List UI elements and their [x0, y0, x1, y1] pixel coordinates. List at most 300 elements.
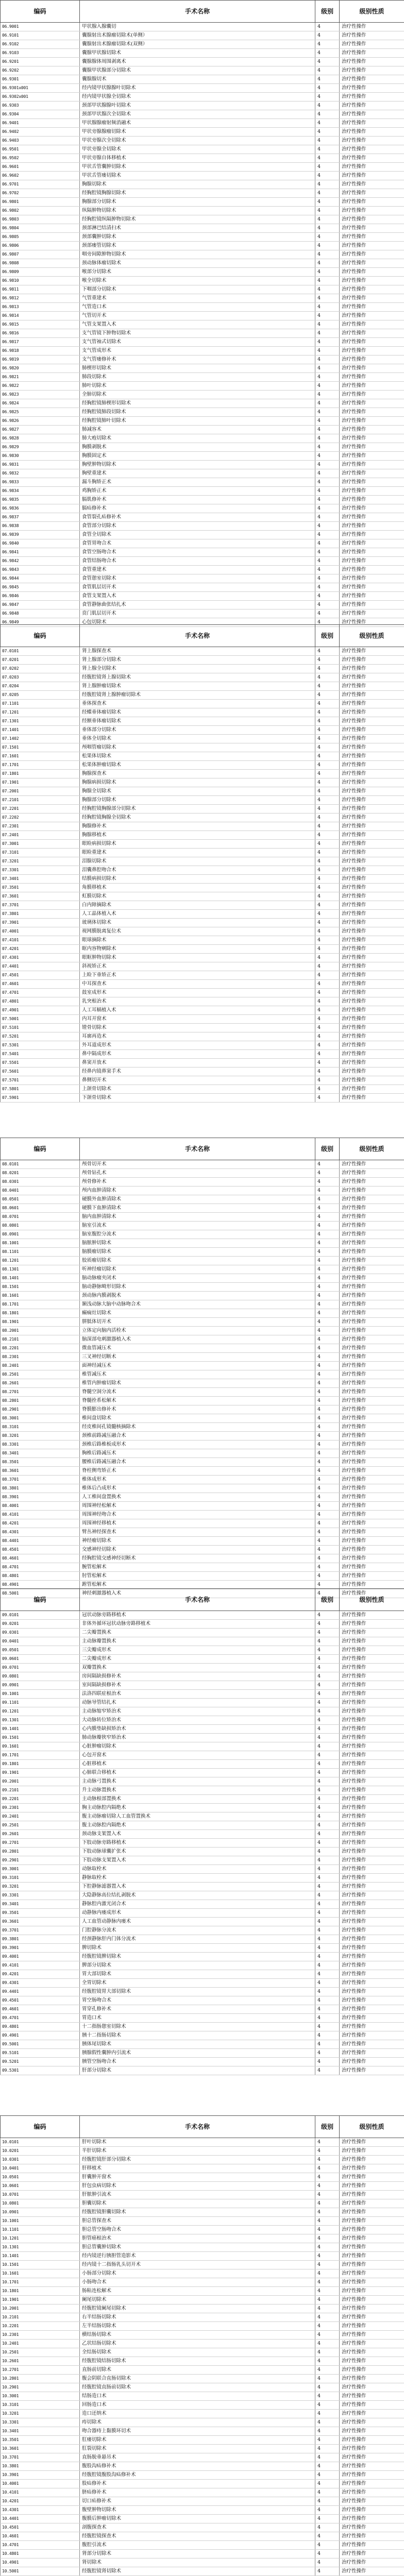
operation-type: 治疗性操作: [340, 1716, 404, 1725]
operation-code: 06.9814: [1, 312, 80, 320]
table-row: [1, 189, 404, 198]
table-row: [1, 2234, 404, 2243]
operation-name: 脑内血肿清除术: [80, 1213, 315, 1222]
operation-level: 4: [315, 408, 340, 417]
operation-name: 肘管松解术: [80, 1572, 315, 1581]
operation-level: 4: [315, 1379, 340, 1388]
operation-type: 治疗性操作: [340, 1655, 404, 1664]
operation-type: 治疗性操作: [340, 1528, 404, 1537]
operation-type: 治疗性操作: [340, 743, 404, 752]
operation-level: 4: [315, 1874, 340, 1883]
table-row: [1, 2278, 404, 2287]
operation-name: 静脉腔内激光闭合术: [80, 1900, 315, 1909]
table-row: [1, 1563, 404, 1572]
operation-name: 外耳道成形术: [80, 1041, 315, 1050]
operation-code: 09.4501: [1, 1996, 80, 2005]
operation-code: 06.9843: [1, 566, 80, 574]
table-row: [1, 1502, 404, 1511]
operation-name: 经鼻内镜鼻窦手术: [80, 1067, 315, 1076]
operation-name: 脾切除术: [80, 1944, 315, 1953]
table-row: [1, 364, 404, 373]
table-row: [1, 2226, 404, 2234]
column-header-type: 级别性质: [340, 1, 404, 23]
table-row: [1, 796, 404, 805]
operation-code: 06.9102: [1, 40, 80, 49]
operation-level: 4: [315, 49, 340, 58]
operation-type: 治疗性操作: [340, 250, 404, 259]
operation-code: 06.9001: [1, 23, 80, 31]
operation-code: 09.5101: [1, 2049, 80, 2058]
operation-name: 眼眶肿物切除术: [80, 954, 315, 962]
operation-name: 静脉取栓术: [80, 1874, 315, 1883]
operation-name: 经腹腔镜胆囊切除术: [80, 2208, 315, 2217]
table-row: [1, 1725, 404, 1734]
operation-type: 治疗性操作: [340, 2313, 404, 2322]
table-row: [1, 1204, 404, 1213]
operation-name: 硬膜下血肿清除术: [80, 1204, 315, 1213]
operation-code: 09.4701: [1, 2014, 80, 2023]
operation-level: 4: [315, 1581, 340, 1589]
table-header-row: [1, 625, 404, 647]
operation-level: 4: [315, 1664, 340, 1672]
operation-name: 颈部囊肿切除术: [80, 233, 315, 242]
operation-name: 囊腺甲状腺切除术: [80, 49, 315, 58]
operation-name: 胆管癌根治术: [80, 2234, 315, 2243]
operation-type: 治疗性操作: [340, 2331, 404, 2340]
operation-code: 10.3601: [1, 2445, 80, 2453]
operation-type: 治疗性操作: [340, 1397, 404, 1405]
table-row: [1, 2014, 404, 2023]
table-row: [1, 1528, 404, 1537]
operation-level: 4: [315, 910, 340, 919]
table-row: [1, 1344, 404, 1353]
operation-level: 4: [315, 1015, 340, 1024]
operation-type: 治疗性操作: [340, 831, 404, 840]
operation-code: 08.3001: [1, 1414, 80, 1423]
operation-name: 肺大疱切除术: [80, 434, 315, 443]
table-row: [1, 145, 404, 154]
operation-name: 胸腺切除术: [80, 180, 315, 189]
operation-name: 胆总管囊肿切除术: [80, 2243, 315, 2252]
operation-type: 治疗性操作: [340, 822, 404, 831]
operation-name: 动静脉内瘘成形术: [80, 1909, 315, 1918]
operation-name: 甲状旁腺全切除术: [80, 145, 315, 154]
operation-level: 4: [315, 2217, 340, 2226]
table-row: [1, 1699, 404, 1707]
operation-code: 07.3701: [1, 901, 80, 910]
operation-name: 垂体探查术: [80, 700, 315, 708]
operation-code: 08.3401: [1, 1449, 80, 1458]
operations-table: [0, 1588, 404, 2075]
column-header-name: 手术名称: [80, 1138, 315, 1160]
operation-code: 08.2801: [1, 1397, 80, 1405]
table-row: [1, 1926, 404, 1935]
operation-type: 治疗性操作: [340, 962, 404, 971]
operation-level: 4: [315, 128, 340, 137]
operation-type: 治疗性操作: [340, 1094, 404, 1103]
operation-type: 治疗性操作: [340, 1611, 404, 1620]
operation-code: 06.9827: [1, 426, 80, 434]
operation-level: 4: [315, 1458, 340, 1467]
operation-name: 下腔静脉滤器置入术: [80, 1883, 315, 1891]
operation-level: 4: [315, 840, 340, 849]
operation-level: 4: [315, 1769, 340, 1777]
operation-level: 4: [315, 2488, 340, 2497]
operation-level: 4: [315, 31, 340, 40]
operation-name: 阑尾切除术: [80, 2296, 315, 2304]
table-row: [1, 2252, 404, 2261]
operation-level: 4: [315, 504, 340, 513]
table-row: [1, 2392, 404, 2401]
operation-type: 治疗性操作: [340, 2234, 404, 2243]
operation-name: 囊腺甲状腺部分切除术: [80, 66, 315, 75]
operation-name: 囊腺腺切术: [80, 75, 315, 84]
operation-type: 治疗性操作: [340, 2296, 404, 2304]
operation-type: 治疗性操作: [340, 1742, 404, 1751]
operation-name: 经腹腔镜腹股沟疝修补术: [80, 2471, 315, 2480]
operation-type: 治疗性操作: [340, 2031, 404, 2040]
table-row: [1, 2005, 404, 2014]
operation-level: 4: [315, 2322, 340, 2331]
operation-type: 治疗性操作: [340, 849, 404, 857]
operation-code: 10.2701: [1, 2366, 80, 2375]
operation-name: 肺动脉瓣狭窄矫治术: [80, 1734, 315, 1742]
table-row: [1, 1909, 404, 1918]
operation-code: 09.3101: [1, 1874, 80, 1883]
operation-level: 4: [315, 2058, 340, 2066]
operation-type: 治疗性操作: [340, 866, 404, 875]
operation-code: 10.3801: [1, 2462, 80, 2471]
operation-name: 胸腺病损切除术: [80, 778, 315, 787]
operation-type: 治疗性操作: [340, 137, 404, 145]
table-row: [1, 1646, 404, 1655]
operation-name: 胸主动脉腔内隔绝术: [80, 1804, 315, 1812]
operation-type: 治疗性操作: [340, 2278, 404, 2287]
operation-type: 治疗性操作: [340, 189, 404, 198]
operation-type: 治疗性操作: [340, 1405, 404, 1414]
table-row: [1, 452, 404, 461]
operation-type: 治疗性操作: [340, 840, 404, 849]
table-row: [1, 2287, 404, 2296]
operation-name: 经腹腔镜肾上腺肿瘤切除术: [80, 691, 315, 700]
operation-code: 06.9820: [1, 364, 80, 373]
table-row: [1, 892, 404, 901]
table-row: [1, 919, 404, 927]
table-row: [1, 1178, 404, 1187]
table-row: [1, 1664, 404, 1672]
table-row: [1, 1050, 404, 1059]
operation-code: 09.1601: [1, 1742, 80, 1751]
operation-code: 07.4401: [1, 962, 80, 971]
operation-name: 胰十二指肠切除术: [80, 2031, 315, 2040]
operation-code: 07.5701: [1, 1076, 80, 1085]
operation-level: 4: [315, 822, 340, 831]
operation-name: 癫痫灶切除术: [80, 1309, 315, 1318]
table-row: [1, 1769, 404, 1777]
operation-type: 治疗性操作: [340, 2445, 404, 2453]
operation-name: 经胸腔镜交感神经切断术: [80, 1554, 315, 1563]
operation-type: 治疗性操作: [340, 522, 404, 531]
operation-level: 4: [315, 2471, 340, 2480]
operation-level: 4: [315, 417, 340, 426]
operation-name: 脑脓肿切除术: [80, 1239, 315, 1248]
operation-name: 咽旁间隙肿物切除术: [80, 250, 315, 259]
operation-type: 治疗性操作: [340, 2182, 404, 2191]
operation-code: 10.2301: [1, 2331, 80, 2340]
operation-level: 4: [315, 2523, 340, 2532]
table-row: [1, 408, 404, 417]
table-row: [1, 399, 404, 408]
operation-code: 09.0401: [1, 1637, 80, 1646]
table-row: [1, 75, 404, 84]
operation-code: 06.9805: [1, 233, 80, 242]
operation-type: 治疗性操作: [340, 2340, 404, 2348]
operation-level: 4: [315, 1432, 340, 1440]
operation-type: 治疗性操作: [340, 1970, 404, 1979]
operation-level: 4: [315, 770, 340, 778]
operation-name: 吻合器痔上黏膜环切术: [80, 2427, 315, 2436]
operation-code: 09.1001: [1, 1690, 80, 1699]
operation-name: 剖腹探查术: [80, 2523, 315, 2532]
operation-code: 06.9835: [1, 496, 80, 504]
operation-type: 治疗性操作: [340, 1300, 404, 1309]
operation-type: 治疗性操作: [340, 145, 404, 154]
operation-type: 治疗性操作: [340, 1883, 404, 1891]
table-row: [1, 2191, 404, 2199]
table-row: [1, 2313, 404, 2322]
operation-level: 4: [315, 1067, 340, 1076]
operation-level: 4: [315, 1865, 340, 1874]
operation-code: 08.0801: [1, 1222, 80, 1230]
operation-name: 下肢动脉旁路移植术: [80, 1839, 315, 1848]
operation-type: 治疗性操作: [340, 513, 404, 522]
operation-name: 耳廓再造术: [80, 1032, 315, 1041]
operation-level: 4: [315, 443, 340, 452]
operation-name: 横结肠切除术: [80, 2331, 315, 2340]
operation-type: 治疗性操作: [340, 2436, 404, 2445]
operation-level: 4: [315, 2497, 340, 2506]
operation-name: 支气管瘘修补术: [80, 355, 315, 364]
operation-code: 07.1401: [1, 726, 80, 735]
operation-type: 治疗性操作: [340, 1537, 404, 1546]
operation-code: 09.1501: [1, 1734, 80, 1742]
operation-code: 07.3301: [1, 866, 80, 875]
table-row: [1, 1629, 404, 1637]
operation-type: 治疗性操作: [340, 1856, 404, 1865]
operation-level: 4: [315, 1589, 340, 1598]
operation-type: 治疗性操作: [340, 1222, 404, 1230]
operation-name: 鼻窦开放术: [80, 1059, 315, 1067]
operation-type: 治疗性操作: [340, 1484, 404, 1493]
operation-type: 治疗性操作: [340, 1195, 404, 1204]
table-row: [1, 884, 404, 892]
operation-name: 臂丛神经探查术: [80, 1528, 315, 1537]
operation-type: 治疗性操作: [340, 609, 404, 618]
operation-level: 4: [315, 2147, 340, 2156]
operation-level: 4: [315, 1620, 340, 1629]
operation-code: 07.4901: [1, 1006, 80, 1015]
table-row: [1, 1716, 404, 1725]
table-row: [1, 2040, 404, 2049]
operation-name: 脑深部电刺激器植入术: [80, 1335, 315, 1344]
operation-name: 门腔静脉分流术: [80, 1926, 315, 1935]
operation-name: 气管切开术: [80, 312, 315, 320]
operation-level: 4: [315, 1405, 340, 1414]
operation-code: 10.0801: [1, 2199, 80, 2208]
table-row: [1, 101, 404, 110]
operation-level: 4: [315, 1786, 340, 1795]
operation-level: 4: [315, 364, 340, 373]
operation-name: 面神经减压术: [80, 1362, 315, 1370]
operation-type: 治疗性操作: [340, 1848, 404, 1856]
operation-name: 颅咽管瘤切除术: [80, 743, 315, 752]
operation-name: 颈动脉内膜剥脱术: [80, 1292, 315, 1300]
table-row: [1, 2173, 404, 2182]
operation-code: 08.3801: [1, 1484, 80, 1493]
operation-name: 胆总管空肠吻合术: [80, 2226, 315, 2234]
operation-level: 4: [315, 531, 340, 539]
operation-type: 治疗性操作: [340, 531, 404, 539]
operation-type: 治疗性操作: [340, 901, 404, 910]
table-row: [1, 1856, 404, 1865]
operation-type: 治疗性操作: [340, 1502, 404, 1511]
operation-code: 06.9301x001: [1, 84, 80, 93]
table-row: [1, 1458, 404, 1467]
operation-type: 治疗性操作: [340, 1646, 404, 1655]
operation-name: 膈肌修补术: [80, 496, 315, 504]
table-row: [1, 2418, 404, 2427]
operation-type: 治疗性操作: [340, 2199, 404, 2208]
operation-level: 4: [315, 1370, 340, 1379]
operation-code: 06.9803: [1, 215, 80, 224]
operation-code: 08.2601: [1, 1379, 80, 1388]
operation-name: 上颌骨切除术: [80, 1085, 315, 1094]
operation-code: 07.5301: [1, 1041, 80, 1050]
operation-type: 治疗性操作: [340, 2558, 404, 2567]
operation-code: 09.0701: [1, 1664, 80, 1672]
operation-type: 治疗性操作: [340, 892, 404, 901]
operation-name: 椎体后凸成形术: [80, 1484, 315, 1493]
operation-name: 漏斗胸矫正术: [80, 478, 315, 487]
table-row: [1, 2357, 404, 2366]
table-row: [1, 478, 404, 487]
operation-level: 4: [315, 665, 340, 673]
operation-code: 10.4901: [1, 2558, 80, 2567]
operation-code: 07.5501: [1, 1059, 80, 1067]
operation-level: 4: [315, 1900, 340, 1909]
operation-type: 治疗性操作: [340, 242, 404, 250]
table-row: [1, 778, 404, 787]
operation-code: 09.3901: [1, 1944, 80, 1953]
table-row: [1, 1786, 404, 1795]
operation-name: 神经瘤切除术: [80, 1537, 315, 1546]
operation-code: 08.1801: [1, 1309, 80, 1318]
operation-name: 经腹腔镜阑尾切除术: [80, 2304, 315, 2313]
operation-code: 06.9502: [1, 154, 80, 163]
operation-code: 10.2801: [1, 2375, 80, 2383]
table-row: [1, 2296, 404, 2304]
operation-type: 治疗性操作: [340, 1353, 404, 1362]
operation-level: 4: [315, 224, 340, 233]
operation-name: 大动脉转位矫治术: [80, 1716, 315, 1725]
table-row: [1, 66, 404, 75]
operation-type: 治疗性操作: [340, 2401, 404, 2410]
operation-code: 06.9101: [1, 31, 80, 40]
operation-code: 10.4701: [1, 2541, 80, 2550]
operation-level: 4: [315, 215, 340, 224]
table-row: [1, 989, 404, 997]
operation-type: 治疗性操作: [340, 1230, 404, 1239]
operation-type: 治疗性操作: [340, 215, 404, 224]
operation-type: 治疗性操作: [340, 2488, 404, 2497]
operation-name: 股疝修补术: [80, 2480, 315, 2488]
operation-level: 4: [315, 1085, 340, 1094]
operation-level: 4: [315, 2269, 340, 2278]
operation-name: 人工晶体植入术: [80, 910, 315, 919]
operation-code: 10.3401: [1, 2427, 80, 2436]
table-row: [1, 1423, 404, 1432]
operation-type: 治疗性操作: [340, 1935, 404, 1944]
operation-level: 4: [315, 487, 340, 496]
operation-code: 08.2401: [1, 1362, 80, 1370]
table-row: [1, 962, 404, 971]
operation-code: 06.9801: [1, 198, 80, 207]
table-row: [1, 2348, 404, 2357]
operation-level: 4: [315, 1094, 340, 1103]
operation-type: 治疗性操作: [340, 1996, 404, 2005]
table-row: [1, 2462, 404, 2471]
operation-code: 09.5301: [1, 2066, 80, 2075]
operation-level: 4: [315, 1856, 340, 1865]
operation-name: 气管重建术: [80, 294, 315, 303]
operations-table: [0, 2115, 404, 2576]
table-row: [1, 504, 404, 513]
column-header-code: 编码: [1, 2116, 80, 2138]
operation-name: 经颈静脉肝内门体分流术: [80, 1935, 315, 1944]
table-row: [1, 1274, 404, 1283]
operation-type: 治疗性操作: [340, 1629, 404, 1637]
operation-type: 治疗性操作: [340, 277, 404, 285]
operation-code: 08.1601: [1, 1292, 80, 1300]
operation-type: 治疗性操作: [340, 2147, 404, 2156]
operation-level: 4: [315, 805, 340, 814]
operation-code: 08.1401: [1, 1274, 80, 1283]
operation-level: 4: [315, 1944, 340, 1953]
operation-code: 09.0501: [1, 1646, 80, 1655]
operation-type: 治疗性操作: [340, 1672, 404, 1681]
operation-type: 治疗性操作: [340, 971, 404, 980]
operation-code: 08.3301: [1, 1440, 80, 1449]
operation-code: 06.9817: [1, 338, 80, 347]
operation-name: 脊髓拴系松解术: [80, 1397, 315, 1405]
operation-level: 4: [315, 866, 340, 875]
operation-type: 治疗性操作: [340, 1961, 404, 1970]
table-row: [1, 557, 404, 566]
operation-level: 4: [315, 609, 340, 618]
operation-type: 治疗性操作: [340, 583, 404, 592]
operation-level: 4: [315, 1283, 340, 1292]
operation-level: 4: [315, 1546, 340, 1554]
table-row: [1, 1388, 404, 1397]
operation-type: 治疗性操作: [340, 128, 404, 137]
operation-level: 4: [315, 971, 340, 980]
operation-code: 07.3601: [1, 892, 80, 901]
table-row: [1, 2058, 404, 2066]
operation-level: 4: [315, 1883, 340, 1891]
table-row: [1, 708, 404, 717]
operation-code: 08.1201: [1, 1257, 80, 1265]
column-header-code: 编码: [1, 1, 80, 23]
